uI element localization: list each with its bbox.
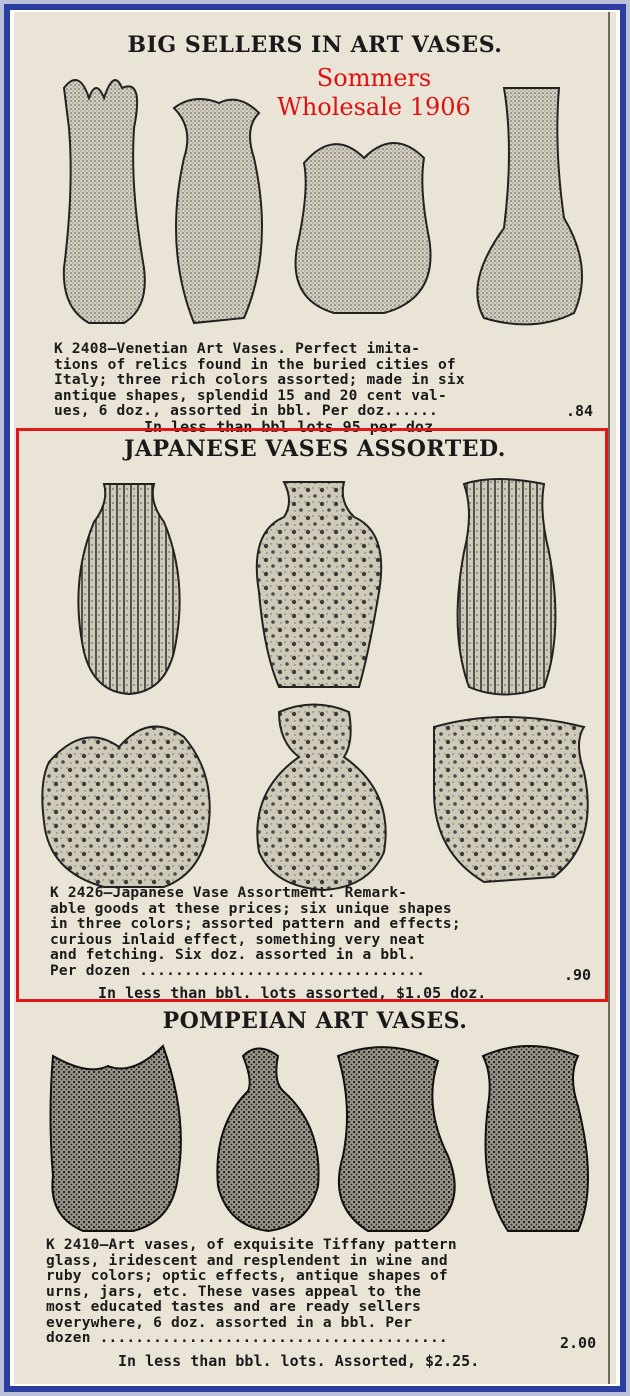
description-line: able goods at these prices; six unique shapes (50, 900, 452, 917)
japanese-bulk-note: In less than bbl. lots assorted, $1.05 doz. (98, 984, 487, 1002)
watermark-line-2: Wholesale 1906 (277, 93, 471, 121)
description-line: urns, jars, etc. These vases appeal to the (46, 1283, 422, 1300)
description-line: glass, iridescent and resplendent in wine and (46, 1252, 448, 1269)
description-line: ues, 6 doz., assorted in bbl. Per doz...... (54, 403, 438, 419)
section-heading-japanese-vases: JAPANESE VASES ASSORTED. (124, 436, 506, 462)
vase-owl (51, 1046, 181, 1231)
column-rule (608, 12, 610, 1384)
description-line: curious inlaid effect, something very neat (50, 931, 426, 948)
venetian-vases-illustration (34, 68, 604, 338)
vase-hand (64, 80, 145, 323)
description-line: Italy; three rich colors assorted; made in six (54, 372, 465, 388)
description-line: most educated tastes and are ready sellers (46, 1299, 422, 1315)
description-line: in three colors; assorted pattern and effects; (50, 916, 461, 932)
vase-bud (477, 88, 582, 324)
japanese-price: .90 (564, 966, 592, 984)
description-line: antique shapes, splendid 15 and 20 cent val- (54, 387, 447, 404)
watermark-line-1: Sommers (316, 64, 432, 92)
section-heading-pompeian-vases: POMPEIAN ART VASES. (162, 1008, 468, 1034)
vase-swirl (338, 1047, 455, 1231)
description-line: K 2408—Venetian Art Vases. Perfect imita- (54, 341, 421, 357)
vase-tall (174, 99, 262, 323)
pompeian-bulk-note: In less than bbl. lots. Assorted, $2.25. (118, 1352, 480, 1370)
description-line: and fetching. Six doz. assorted in a bbl. (50, 947, 417, 963)
pompeian-price: 2.00 (560, 1334, 597, 1352)
highlight-box-japanese-vases (16, 428, 608, 1002)
section-heading-art-vases: BIG SELLERS IN ART VASES. (127, 32, 503, 58)
vase-flared (483, 1046, 588, 1231)
vase-squat (296, 143, 431, 313)
pompeian-vases-illustration (38, 1036, 598, 1236)
description-line: Per dozen ................................ (50, 962, 426, 979)
venetian-bulk-note: In less than bbl lots 95 per doz (144, 418, 433, 436)
venetian-description (54, 342, 574, 420)
vase-bottle-bulb (217, 1049, 318, 1232)
description-line: dozen ....................................... (46, 1330, 448, 1346)
venetian-price: .84 (566, 402, 594, 420)
description-line: ruby colors; optic effects, antique shapes of (46, 1268, 448, 1284)
description-line: K 2410—Art vases, of exquisite Tiffany pattern (46, 1237, 457, 1253)
description-line: tions of relics found in the buried cities of (54, 356, 456, 373)
description-line: K 2426—Japanese Vase Assortment. Remark- (50, 885, 408, 901)
pompeian-description (46, 1238, 576, 1347)
description-line: everywhere, 6 doz. assorted in a bbl. Per (46, 1314, 413, 1331)
